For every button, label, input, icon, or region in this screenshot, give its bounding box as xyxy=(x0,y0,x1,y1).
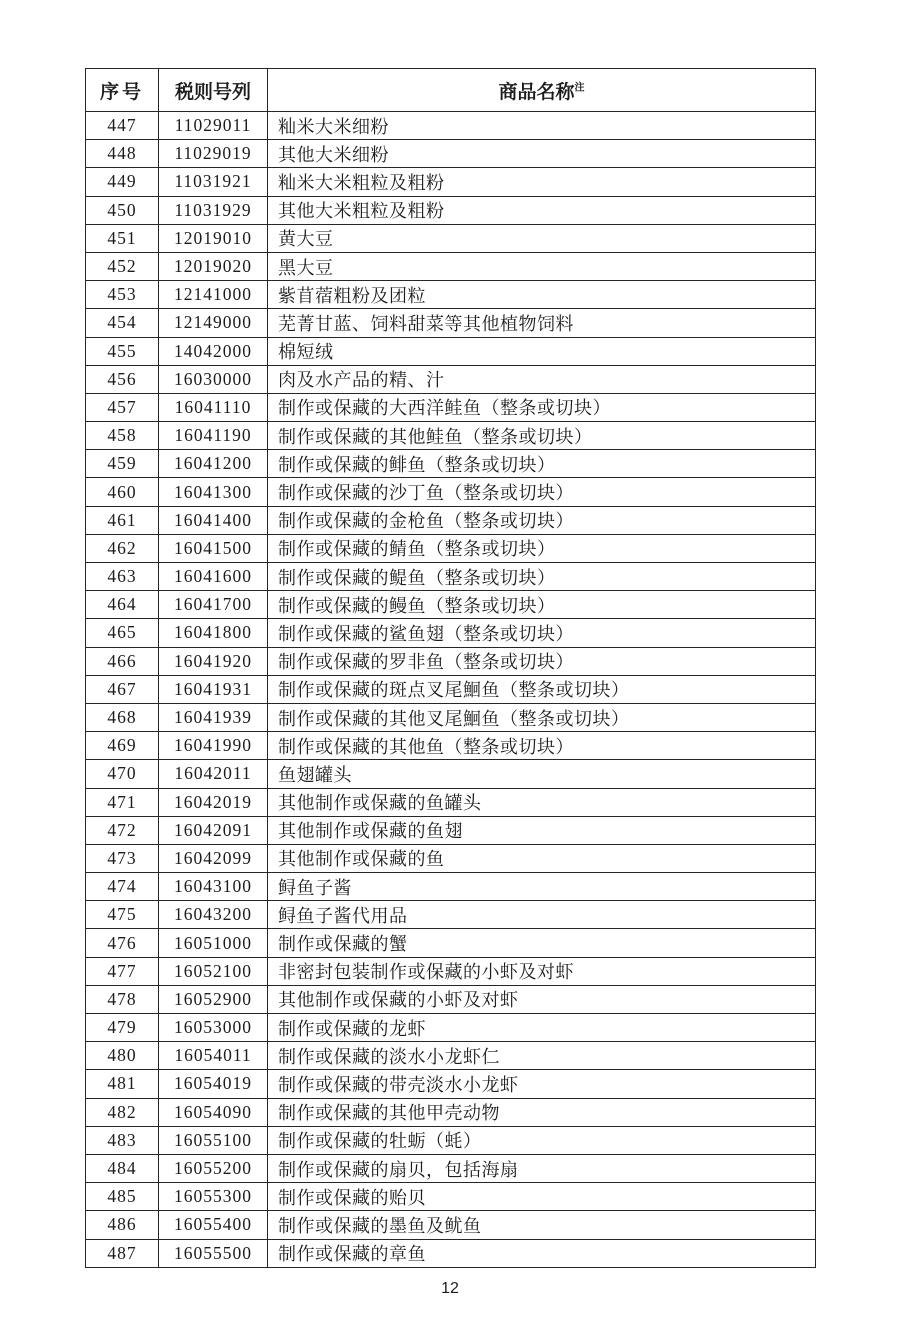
table-row xyxy=(86,957,816,985)
cell-serial-number: 461 xyxy=(86,506,159,534)
table-row xyxy=(86,506,816,534)
cell-product-name: 鱼翅罐头 xyxy=(268,760,816,788)
table-row xyxy=(86,619,816,647)
cell-tariff-code: 16054011 xyxy=(159,1042,268,1070)
table-row xyxy=(86,816,816,844)
table-row xyxy=(86,901,816,929)
cell-product-name: 制作或保藏的鲱鱼（整条或切块） xyxy=(268,450,816,478)
cell-tariff-code: 16043100 xyxy=(159,873,268,901)
cell-serial-number: 478 xyxy=(86,985,159,1013)
cell-serial-number: 485 xyxy=(86,1183,159,1211)
cell-serial-number: 470 xyxy=(86,760,159,788)
cell-product-name: 肉及水产品的精、汁 xyxy=(268,365,816,393)
cell-product-name: 制作或保藏的淡水小龙虾仁 xyxy=(268,1042,816,1070)
cell-tariff-code: 16041200 xyxy=(159,450,268,478)
cell-tariff-code: 16041700 xyxy=(159,591,268,619)
cell-tariff-code: 16052900 xyxy=(159,985,268,1013)
cell-tariff-code: 12019010 xyxy=(159,224,268,252)
cell-product-name: 鲟鱼子酱代用品 xyxy=(268,901,816,929)
table-row xyxy=(86,393,816,421)
cell-tariff-code: 16051000 xyxy=(159,929,268,957)
cell-serial-number: 486 xyxy=(86,1211,159,1239)
table-row xyxy=(86,112,816,140)
cell-serial-number: 453 xyxy=(86,281,159,309)
table-row xyxy=(86,873,816,901)
table-row xyxy=(86,224,816,252)
cell-product-name: 黑大豆 xyxy=(268,252,816,280)
cell-product-name: 棉短绒 xyxy=(268,337,816,365)
cell-product-name: 鲟鱼子酱 xyxy=(268,873,816,901)
table-row xyxy=(86,703,816,731)
column-header-product-name-text: 商品名称 xyxy=(498,81,575,103)
cell-tariff-code: 16055300 xyxy=(159,1183,268,1211)
cell-serial-number: 465 xyxy=(86,619,159,647)
cell-tariff-code: 16042091 xyxy=(159,816,268,844)
table-row xyxy=(86,675,816,703)
cell-serial-number: 475 xyxy=(86,901,159,929)
cell-serial-number: 455 xyxy=(86,337,159,365)
cell-serial-number: 452 xyxy=(86,252,159,280)
table-row xyxy=(86,1239,816,1267)
cell-tariff-code: 16055500 xyxy=(159,1239,268,1267)
cell-tariff-code: 16042099 xyxy=(159,844,268,872)
column-header-tariff-code: 税则号列 xyxy=(159,69,268,112)
table-row xyxy=(86,591,816,619)
cell-product-name: 籼米大米粗粒及粗粉 xyxy=(268,168,816,196)
cell-product-name: 制作或保藏的其他叉尾鮰鱼（整条或切块） xyxy=(268,703,816,731)
cell-tariff-code: 11031929 xyxy=(159,196,268,224)
table-row xyxy=(86,1183,816,1211)
cell-serial-number: 468 xyxy=(86,703,159,731)
table-row xyxy=(86,929,816,957)
table-row xyxy=(86,534,816,562)
cell-tariff-code: 12149000 xyxy=(159,309,268,337)
cell-tariff-code: 16041939 xyxy=(159,703,268,731)
cell-tariff-code: 16041931 xyxy=(159,675,268,703)
cell-tariff-code: 16054090 xyxy=(159,1098,268,1126)
cell-tariff-code: 12019020 xyxy=(159,252,268,280)
cell-serial-number: 459 xyxy=(86,450,159,478)
cell-serial-number: 469 xyxy=(86,732,159,760)
cell-tariff-code: 14042000 xyxy=(159,337,268,365)
cell-tariff-code: 11029019 xyxy=(159,140,268,168)
cell-product-name: 籼米大米细粉 xyxy=(268,112,816,140)
cell-tariff-code: 11029011 xyxy=(159,112,268,140)
cell-product-name: 制作或保藏的沙丁鱼（整条或切块） xyxy=(268,478,816,506)
cell-tariff-code: 16042019 xyxy=(159,788,268,816)
table-row xyxy=(86,309,816,337)
table-row xyxy=(86,1042,816,1070)
cell-serial-number: 476 xyxy=(86,929,159,957)
cell-serial-number: 481 xyxy=(86,1070,159,1098)
cell-tariff-code: 16043200 xyxy=(159,901,268,929)
cell-product-name: 制作或保藏的章鱼 xyxy=(268,1239,816,1267)
cell-serial-number: 448 xyxy=(86,140,159,168)
cell-tariff-code: 16041990 xyxy=(159,732,268,760)
cell-tariff-code: 16055100 xyxy=(159,1126,268,1154)
table-row xyxy=(86,281,816,309)
cell-product-name: 制作或保藏的其他甲壳动物 xyxy=(268,1098,816,1126)
cell-serial-number: 450 xyxy=(86,196,159,224)
table-row xyxy=(86,1126,816,1154)
cell-serial-number: 457 xyxy=(86,393,159,421)
table-row xyxy=(86,168,816,196)
cell-tariff-code: 16054019 xyxy=(159,1070,268,1098)
cell-product-name: 制作或保藏的蟹 xyxy=(268,929,816,957)
cell-product-name: 制作或保藏的其他鲑鱼（整条或切块） xyxy=(268,422,816,450)
cell-tariff-code: 16041920 xyxy=(159,647,268,675)
table-row xyxy=(86,760,816,788)
cell-product-name: 非密封包装制作或保藏的小虾及对虾 xyxy=(268,957,816,985)
cell-tariff-code: 16041600 xyxy=(159,563,268,591)
table-row xyxy=(86,337,816,365)
cell-serial-number: 474 xyxy=(86,873,159,901)
cell-product-name: 制作或保藏的其他鱼（整条或切块） xyxy=(268,732,816,760)
table-row xyxy=(86,563,816,591)
cell-product-name: 其他大米细粉 xyxy=(268,140,816,168)
cell-serial-number: 463 xyxy=(86,563,159,591)
cell-product-name: 制作或保藏的带壳淡水小龙虾 xyxy=(268,1070,816,1098)
cell-product-name: 其他大米粗粒及粗粉 xyxy=(268,196,816,224)
table-row xyxy=(86,844,816,872)
table-row xyxy=(86,196,816,224)
cell-tariff-code: 16041110 xyxy=(159,393,268,421)
cell-product-name: 制作或保藏的牡蛎（蚝） xyxy=(268,1126,816,1154)
cell-product-name: 紫苜蓿粗粉及团粒 xyxy=(268,281,816,309)
cell-serial-number: 467 xyxy=(86,675,159,703)
table-row xyxy=(86,985,816,1013)
cell-serial-number: 447 xyxy=(86,112,159,140)
column-header-serial: 序号 xyxy=(86,69,159,112)
cell-tariff-code: 16055400 xyxy=(159,1211,268,1239)
cell-serial-number: 487 xyxy=(86,1239,159,1267)
cell-product-name: 制作或保藏的墨鱼及鱿鱼 xyxy=(268,1211,816,1239)
header-note-superscript: 注 xyxy=(574,82,585,94)
cell-tariff-code: 16041800 xyxy=(159,619,268,647)
cell-product-name: 芜菁甘蓝、饲料甜菜等其他植物饲料 xyxy=(268,309,816,337)
cell-tariff-code: 16041400 xyxy=(159,506,268,534)
cell-product-name: 制作或保藏的鳗鱼（整条或切块） xyxy=(268,591,816,619)
table-row xyxy=(86,647,816,675)
cell-serial-number: 482 xyxy=(86,1098,159,1126)
cell-serial-number: 464 xyxy=(86,591,159,619)
column-header-product-name xyxy=(268,69,816,112)
cell-serial-number: 458 xyxy=(86,422,159,450)
cell-product-name: 制作或保藏的斑点叉尾鮰鱼（整条或切块） xyxy=(268,675,816,703)
cell-serial-number: 483 xyxy=(86,1126,159,1154)
cell-product-name: 其他制作或保藏的小虾及对虾 xyxy=(268,985,816,1013)
cell-product-name: 制作或保藏的罗非鱼（整条或切块） xyxy=(268,647,816,675)
table-row xyxy=(86,788,816,816)
cell-serial-number: 479 xyxy=(86,1014,159,1042)
table-row xyxy=(86,1098,816,1126)
cell-product-name: 其他制作或保藏的鱼罐头 xyxy=(268,788,816,816)
cell-tariff-code: 16052100 xyxy=(159,957,268,985)
table-row xyxy=(86,1070,816,1098)
table-row xyxy=(86,450,816,478)
cell-tariff-code: 12141000 xyxy=(159,281,268,309)
cell-product-name: 制作或保藏的扇贝，包括海扇 xyxy=(268,1154,816,1182)
table-header-row xyxy=(86,69,816,112)
cell-serial-number: 449 xyxy=(86,168,159,196)
table-row xyxy=(86,140,816,168)
table-row xyxy=(86,252,816,280)
cell-tariff-code: 16041500 xyxy=(159,534,268,562)
cell-serial-number: 456 xyxy=(86,365,159,393)
tariff-table xyxy=(85,68,816,1268)
cell-serial-number: 460 xyxy=(86,478,159,506)
cell-product-name: 黄大豆 xyxy=(268,224,816,252)
cell-serial-number: 484 xyxy=(86,1154,159,1182)
cell-product-name: 制作或保藏的龙虾 xyxy=(268,1014,816,1042)
cell-serial-number: 472 xyxy=(86,816,159,844)
cell-product-name: 制作或保藏的鲭鱼（整条或切块） xyxy=(268,534,816,562)
cell-serial-number: 473 xyxy=(86,844,159,872)
cell-tariff-code: 16042011 xyxy=(159,760,268,788)
cell-tariff-code: 16041300 xyxy=(159,478,268,506)
cell-product-name: 制作或保藏的金枪鱼（整条或切块） xyxy=(268,506,816,534)
page-number: 12 xyxy=(441,1280,459,1297)
cell-product-name: 其他制作或保藏的鱼翅 xyxy=(268,816,816,844)
cell-serial-number: 451 xyxy=(86,224,159,252)
cell-tariff-code: 16041190 xyxy=(159,422,268,450)
table-row xyxy=(86,422,816,450)
cell-serial-number: 466 xyxy=(86,647,159,675)
cell-product-name: 制作或保藏的鳀鱼（整条或切块） xyxy=(268,563,816,591)
table-row xyxy=(86,1014,816,1042)
table-row xyxy=(86,732,816,760)
cell-serial-number: 480 xyxy=(86,1042,159,1070)
cell-tariff-code: 16030000 xyxy=(159,365,268,393)
table-row xyxy=(86,365,816,393)
cell-tariff-code: 16053000 xyxy=(159,1014,268,1042)
table-body xyxy=(86,112,816,1268)
table-row xyxy=(86,1211,816,1239)
cell-tariff-code: 11031921 xyxy=(159,168,268,196)
cell-tariff-code: 16055200 xyxy=(159,1154,268,1182)
cell-serial-number: 454 xyxy=(86,309,159,337)
table-row xyxy=(86,1154,816,1182)
cell-product-name: 其他制作或保藏的鱼 xyxy=(268,844,816,872)
cell-serial-number: 477 xyxy=(86,957,159,985)
table-header xyxy=(86,69,816,112)
cell-serial-number: 471 xyxy=(86,788,159,816)
cell-serial-number: 462 xyxy=(86,534,159,562)
cell-product-name: 制作或保藏的贻贝 xyxy=(268,1183,816,1211)
table-row xyxy=(86,478,816,506)
cell-product-name: 制作或保藏的鲨鱼翅（整条或切块） xyxy=(268,619,816,647)
cell-product-name: 制作或保藏的大西洋鲑鱼（整条或切块） xyxy=(268,393,816,421)
